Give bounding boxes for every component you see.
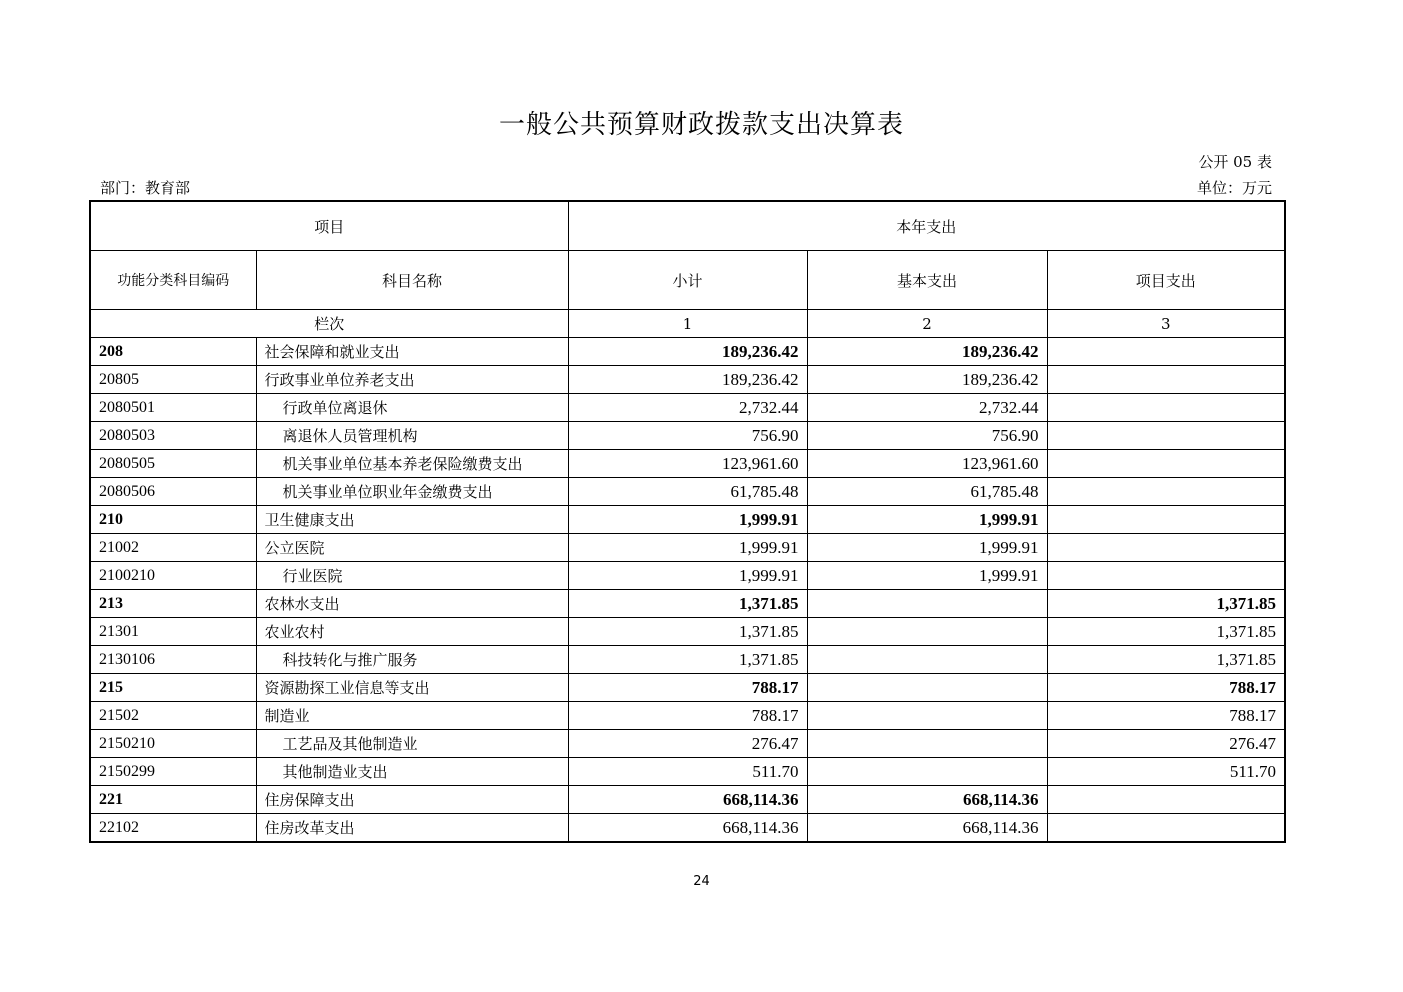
row-basic: 1,999.91 [807, 562, 1047, 590]
row-basic: 61,785.48 [807, 478, 1047, 506]
row-code: 221 [90, 786, 256, 814]
row-project [1047, 338, 1285, 366]
table-row [90, 646, 1285, 674]
row-name: 住房保障支出 [256, 786, 568, 814]
row-project: 788.17 [1047, 674, 1285, 702]
row-project [1047, 562, 1285, 590]
row-code: 21002 [90, 534, 256, 562]
budget-table [89, 200, 1286, 843]
row-project: 276.47 [1047, 730, 1285, 758]
department-label: 部门：教育部 [100, 179, 191, 197]
table-row [90, 730, 1285, 758]
row-code: 213 [90, 590, 256, 618]
row-basic: 668,114.36 [807, 814, 1047, 843]
row-name: 行政事业单位养老支出 [256, 366, 568, 394]
row-project [1047, 450, 1285, 478]
header-name: 科目名称 [256, 251, 568, 310]
row-subtotal: 189,236.42 [568, 366, 807, 394]
row-code: 2080501 [90, 394, 256, 422]
row-project [1047, 422, 1285, 450]
row-subtotal: 189,236.42 [568, 338, 807, 366]
header-column-index: 栏次 [90, 310, 568, 338]
row-name: 其他制造业支出 [256, 758, 568, 786]
header-col3: 3 [1047, 310, 1285, 338]
row-project [1047, 534, 1285, 562]
table-row [90, 702, 1285, 730]
row-name: 行业医院 [256, 562, 568, 590]
page-number: 24 [693, 874, 710, 889]
row-basic: 756.90 [807, 422, 1047, 450]
row-basic [807, 730, 1047, 758]
row-project: 1,371.85 [1047, 618, 1285, 646]
header-item: 项目 [90, 201, 568, 251]
unit-label: 单位：万元 [1196, 179, 1272, 197]
table-row [90, 590, 1285, 618]
header-project: 项目支出 [1047, 251, 1285, 310]
row-name: 科技转化与推广服务 [256, 646, 568, 674]
row-project [1047, 366, 1285, 394]
row-project [1047, 394, 1285, 422]
table-row [90, 422, 1285, 450]
header-row-1 [90, 201, 1285, 251]
row-code: 20805 [90, 366, 256, 394]
row-basic [807, 702, 1047, 730]
row-basic: 189,236.42 [807, 338, 1047, 366]
row-project: 1,371.85 [1047, 646, 1285, 674]
header-code: 功能分类科目编码 [90, 251, 256, 310]
row-subtotal: 668,114.36 [568, 786, 807, 814]
row-name: 机关事业单位基本养老保险缴费支出 [256, 450, 568, 478]
row-subtotal: 756.90 [568, 422, 807, 450]
table-row [90, 786, 1285, 814]
row-project [1047, 506, 1285, 534]
row-subtotal: 1,371.85 [568, 646, 807, 674]
row-name: 公立医院 [256, 534, 568, 562]
table-row [90, 366, 1285, 394]
row-code: 2100210 [90, 562, 256, 590]
row-project [1047, 814, 1285, 843]
row-subtotal: 2,732.44 [568, 394, 807, 422]
row-code: 2080503 [90, 422, 256, 450]
row-name: 农业农村 [256, 618, 568, 646]
row-project: 788.17 [1047, 702, 1285, 730]
row-name: 离退休人员管理机构 [256, 422, 568, 450]
table-row [90, 674, 1285, 702]
row-basic [807, 618, 1047, 646]
row-subtotal: 1,371.85 [568, 590, 807, 618]
row-project [1047, 478, 1285, 506]
row-basic [807, 674, 1047, 702]
table-row [90, 478, 1285, 506]
header-subtotal: 小计 [568, 251, 807, 310]
row-subtotal: 61,785.48 [568, 478, 807, 506]
table-row [90, 450, 1285, 478]
row-code: 21502 [90, 702, 256, 730]
row-code: 21301 [90, 618, 256, 646]
row-basic [807, 590, 1047, 618]
row-code: 215 [90, 674, 256, 702]
row-name: 社会保障和就业支出 [256, 338, 568, 366]
row-code: 208 [90, 338, 256, 366]
table-row [90, 562, 1285, 590]
table-row [90, 758, 1285, 786]
header-row-index [90, 310, 1285, 338]
row-code: 2130106 [90, 646, 256, 674]
header-basic: 基本支出 [807, 251, 1047, 310]
row-subtotal: 788.17 [568, 674, 807, 702]
row-code: 2150210 [90, 730, 256, 758]
row-basic: 189,236.42 [807, 366, 1047, 394]
row-name: 制造业 [256, 702, 568, 730]
header-current-year: 本年支出 [568, 201, 1285, 251]
table-row [90, 618, 1285, 646]
header-row-2 [90, 251, 1285, 310]
row-subtotal: 1,999.91 [568, 534, 807, 562]
table-row [90, 394, 1285, 422]
row-subtotal: 1,371.85 [568, 618, 807, 646]
header-col2: 2 [807, 310, 1047, 338]
row-name: 资源勘探工业信息等支出 [256, 674, 568, 702]
row-name: 住房改革支出 [256, 814, 568, 843]
row-code: 2080505 [90, 450, 256, 478]
row-name: 农林水支出 [256, 590, 568, 618]
row-subtotal: 511.70 [568, 758, 807, 786]
row-subtotal: 123,961.60 [568, 450, 807, 478]
table-row [90, 338, 1285, 366]
row-project: 1,371.85 [1047, 590, 1285, 618]
row-basic: 123,961.60 [807, 450, 1047, 478]
row-name: 行政单位离退休 [256, 394, 568, 422]
row-code: 210 [90, 506, 256, 534]
row-subtotal: 788.17 [568, 702, 807, 730]
row-code: 22102 [90, 814, 256, 843]
row-code: 2150299 [90, 758, 256, 786]
row-basic: 1,999.91 [807, 534, 1047, 562]
row-subtotal: 276.47 [568, 730, 807, 758]
row-code: 2080506 [90, 478, 256, 506]
row-name: 机关事业单位职业年金缴费支出 [256, 478, 568, 506]
form-number: 公开 05 表 [1198, 153, 1272, 171]
row-basic [807, 646, 1047, 674]
row-basic: 1,999.91 [807, 506, 1047, 534]
table-row [90, 506, 1285, 534]
row-subtotal: 1,999.91 [568, 506, 807, 534]
row-basic [807, 758, 1047, 786]
row-subtotal: 1,999.91 [568, 562, 807, 590]
row-basic: 668,114.36 [807, 786, 1047, 814]
row-subtotal: 668,114.36 [568, 814, 807, 843]
table-row [90, 534, 1285, 562]
row-name: 工艺品及其他制造业 [256, 730, 568, 758]
table-row [90, 814, 1285, 843]
header-col1: 1 [568, 310, 807, 338]
row-project: 511.70 [1047, 758, 1285, 786]
row-project [1047, 786, 1285, 814]
row-basic: 2,732.44 [807, 394, 1047, 422]
row-name: 卫生健康支出 [256, 506, 568, 534]
page-title: 一般公共预算财政拨款支出决算表 [498, 110, 904, 140]
